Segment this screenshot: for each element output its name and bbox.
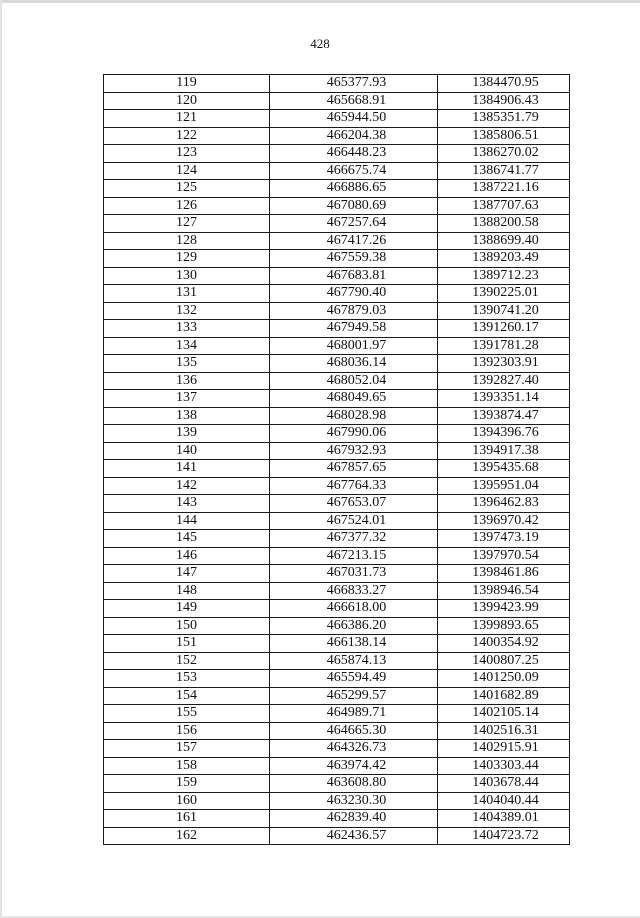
x-coordinate-cell: 465944.50: [270, 110, 438, 128]
point-number-cell: 158: [104, 757, 270, 775]
y-coordinate-cell: 1388699.40: [438, 232, 570, 250]
y-coordinate-cell: 1401682.89: [438, 687, 570, 705]
table-row: [104, 215, 570, 233]
y-coordinate-cell: 1386741.77: [438, 162, 570, 180]
point-number-cell: 150: [104, 617, 270, 635]
x-coordinate-cell: 464665.30: [270, 722, 438, 740]
table-row: [104, 757, 570, 775]
table-row: [104, 617, 570, 635]
point-number-cell: 148: [104, 582, 270, 600]
y-coordinate-cell: 1387707.63: [438, 197, 570, 215]
table-row: [104, 705, 570, 723]
y-coordinate-cell: 1398461.86: [438, 565, 570, 583]
table-body: [104, 75, 570, 845]
x-coordinate-cell: 467080.69: [270, 197, 438, 215]
x-coordinate-cell: 465594.49: [270, 670, 438, 688]
y-coordinate-cell: 1399423.99: [438, 600, 570, 618]
table-row: [104, 477, 570, 495]
y-coordinate-cell: 1402516.31: [438, 722, 570, 740]
y-coordinate-cell: 1393874.47: [438, 407, 570, 425]
y-coordinate-cell: 1400807.25: [438, 652, 570, 670]
table-row: [104, 530, 570, 548]
x-coordinate-cell: 465668.91: [270, 92, 438, 110]
y-coordinate-cell: 1395951.04: [438, 477, 570, 495]
y-coordinate-cell: 1392303.91: [438, 355, 570, 373]
y-coordinate-cell: 1403678.44: [438, 775, 570, 793]
table-row: [104, 512, 570, 530]
x-coordinate-cell: 467524.01: [270, 512, 438, 530]
y-coordinate-cell: 1395435.68: [438, 460, 570, 478]
table-row: [104, 302, 570, 320]
table-row: [104, 372, 570, 390]
y-coordinate-cell: 1397473.19: [438, 530, 570, 548]
table-row: [104, 127, 570, 145]
point-number-cell: 122: [104, 127, 270, 145]
x-coordinate-cell: 468052.04: [270, 372, 438, 390]
x-coordinate-cell: 467790.40: [270, 285, 438, 303]
point-number-cell: 120: [104, 92, 270, 110]
point-number-cell: 136: [104, 372, 270, 390]
point-number-cell: 152: [104, 652, 270, 670]
point-number-cell: 157: [104, 740, 270, 758]
table-row: [104, 722, 570, 740]
table-row: [104, 687, 570, 705]
table-row: [104, 792, 570, 810]
point-number-cell: 161: [104, 810, 270, 828]
table-row: [104, 600, 570, 618]
point-number-cell: 145: [104, 530, 270, 548]
point-number-cell: 125: [104, 180, 270, 198]
x-coordinate-cell: 465377.93: [270, 75, 438, 93]
x-coordinate-cell: 467257.64: [270, 215, 438, 233]
point-number-cell: 131: [104, 285, 270, 303]
y-coordinate-cell: 1404723.72: [438, 827, 570, 845]
y-coordinate-cell: 1396970.42: [438, 512, 570, 530]
table-row: [104, 460, 570, 478]
x-coordinate-cell: 467031.73: [270, 565, 438, 583]
y-coordinate-cell: 1397970.54: [438, 547, 570, 565]
y-coordinate-cell: 1401250.09: [438, 670, 570, 688]
table-row: [104, 337, 570, 355]
point-number-cell: 147: [104, 565, 270, 583]
y-coordinate-cell: 1396462.83: [438, 495, 570, 513]
x-coordinate-cell: 464326.73: [270, 740, 438, 758]
table-row: [104, 180, 570, 198]
y-coordinate-cell: 1392827.40: [438, 372, 570, 390]
point-number-cell: 162: [104, 827, 270, 845]
point-number-cell: 151: [104, 635, 270, 653]
scan-edge-top: [0, 0, 640, 3]
y-coordinate-cell: 1389203.49: [438, 250, 570, 268]
table-row: [104, 355, 570, 373]
table-row: [104, 425, 570, 443]
table-row: [104, 810, 570, 828]
table-row: [104, 285, 570, 303]
x-coordinate-cell: 467417.26: [270, 232, 438, 250]
point-number-cell: 142: [104, 477, 270, 495]
point-number-cell: 137: [104, 390, 270, 408]
x-coordinate-cell: 467213.15: [270, 547, 438, 565]
point-number-cell: 128: [104, 232, 270, 250]
point-number-cell: 160: [104, 792, 270, 810]
y-coordinate-cell: 1385806.51: [438, 127, 570, 145]
table-row: [104, 197, 570, 215]
y-coordinate-cell: 1385351.79: [438, 110, 570, 128]
y-coordinate-cell: 1394396.76: [438, 425, 570, 443]
x-coordinate-cell: 466448.23: [270, 145, 438, 163]
point-number-cell: 141: [104, 460, 270, 478]
y-coordinate-cell: 1391781.28: [438, 337, 570, 355]
y-coordinate-cell: 1402915.91: [438, 740, 570, 758]
point-number-cell: 119: [104, 75, 270, 93]
x-coordinate-cell: 466138.14: [270, 635, 438, 653]
y-coordinate-cell: 1404389.01: [438, 810, 570, 828]
y-coordinate-cell: 1388200.58: [438, 215, 570, 233]
y-coordinate-cell: 1384906.43: [438, 92, 570, 110]
x-coordinate-cell: 467932.93: [270, 442, 438, 460]
table-row: [104, 442, 570, 460]
point-number-cell: 139: [104, 425, 270, 443]
x-coordinate-cell: 467879.03: [270, 302, 438, 320]
table-row: [104, 740, 570, 758]
table-row: [104, 565, 570, 583]
point-number-cell: 123: [104, 145, 270, 163]
y-coordinate-cell: 1400354.92: [438, 635, 570, 653]
point-number-cell: 135: [104, 355, 270, 373]
x-coordinate-cell: 465874.13: [270, 652, 438, 670]
y-coordinate-cell: 1387221.16: [438, 180, 570, 198]
x-coordinate-cell: 466618.00: [270, 600, 438, 618]
point-number-cell: 146: [104, 547, 270, 565]
table-row: [104, 495, 570, 513]
x-coordinate-cell: 467559.38: [270, 250, 438, 268]
table-row: [104, 407, 570, 425]
x-coordinate-cell: 466386.20: [270, 617, 438, 635]
page-number: 428: [310, 36, 330, 51]
x-coordinate-cell: 468001.97: [270, 337, 438, 355]
point-number-cell: 156: [104, 722, 270, 740]
x-coordinate-cell: 464989.71: [270, 705, 438, 723]
y-coordinate-cell: 1391260.17: [438, 320, 570, 338]
x-coordinate-cell: 468036.14: [270, 355, 438, 373]
point-number-cell: 143: [104, 495, 270, 513]
table-row: [104, 775, 570, 793]
y-coordinate-cell: 1393351.14: [438, 390, 570, 408]
coordinate-table: [103, 74, 570, 845]
point-number-cell: 129: [104, 250, 270, 268]
point-number-cell: 159: [104, 775, 270, 793]
y-coordinate-cell: 1390741.20: [438, 302, 570, 320]
table-row: [104, 110, 570, 128]
table-row: [104, 92, 570, 110]
point-number-cell: 134: [104, 337, 270, 355]
x-coordinate-cell: 466675.74: [270, 162, 438, 180]
table-row: [104, 670, 570, 688]
point-number-cell: 127: [104, 215, 270, 233]
point-number-cell: 153: [104, 670, 270, 688]
point-number-cell: 130: [104, 267, 270, 285]
y-coordinate-cell: 1399893.65: [438, 617, 570, 635]
table-row: [104, 827, 570, 845]
x-coordinate-cell: 463608.80: [270, 775, 438, 793]
x-coordinate-cell: 466204.38: [270, 127, 438, 145]
table-row: [104, 547, 570, 565]
table-row: [104, 582, 570, 600]
scan-edge-left: [0, 0, 2, 918]
x-coordinate-cell: 468028.98: [270, 407, 438, 425]
x-coordinate-cell: 463230.30: [270, 792, 438, 810]
x-coordinate-cell: 466886.65: [270, 180, 438, 198]
table-row: [104, 232, 570, 250]
table-row: [104, 635, 570, 653]
y-coordinate-cell: 1403303.44: [438, 757, 570, 775]
point-number-cell: 133: [104, 320, 270, 338]
table-row: [104, 250, 570, 268]
point-number-cell: 144: [104, 512, 270, 530]
x-coordinate-cell: 462436.57: [270, 827, 438, 845]
point-number-cell: 149: [104, 600, 270, 618]
y-coordinate-cell: 1390225.01: [438, 285, 570, 303]
y-coordinate-cell: 1404040.44: [438, 792, 570, 810]
point-number-cell: 155: [104, 705, 270, 723]
point-number-cell: 126: [104, 197, 270, 215]
x-coordinate-cell: 467764.33: [270, 477, 438, 495]
table-row: [104, 390, 570, 408]
y-coordinate-cell: 1384470.95: [438, 75, 570, 93]
table-row: [104, 75, 570, 93]
y-coordinate-cell: 1389712.23: [438, 267, 570, 285]
point-number-cell: 138: [104, 407, 270, 425]
point-number-cell: 132: [104, 302, 270, 320]
table-row: [104, 652, 570, 670]
point-number-cell: 154: [104, 687, 270, 705]
x-coordinate-cell: 463974.42: [270, 757, 438, 775]
y-coordinate-cell: 1398946.54: [438, 582, 570, 600]
y-coordinate-cell: 1394917.38: [438, 442, 570, 460]
table-row: [104, 162, 570, 180]
x-coordinate-cell: 466833.27: [270, 582, 438, 600]
point-number-cell: 140: [104, 442, 270, 460]
x-coordinate-cell: 467653.07: [270, 495, 438, 513]
x-coordinate-cell: 467377.32: [270, 530, 438, 548]
point-number-cell: 124: [104, 162, 270, 180]
x-coordinate-cell: 462839.40: [270, 810, 438, 828]
x-coordinate-cell: 467949.58: [270, 320, 438, 338]
y-coordinate-cell: 1402105.14: [438, 705, 570, 723]
x-coordinate-cell: 468049.65: [270, 390, 438, 408]
x-coordinate-cell: 467857.65: [270, 460, 438, 478]
x-coordinate-cell: 465299.57: [270, 687, 438, 705]
x-coordinate-cell: 467990.06: [270, 425, 438, 443]
x-coordinate-cell: 467683.81: [270, 267, 438, 285]
table-row: [104, 320, 570, 338]
point-number-cell: 121: [104, 110, 270, 128]
table-row: [104, 145, 570, 163]
y-coordinate-cell: 1386270.02: [438, 145, 570, 163]
table-row: [104, 267, 570, 285]
